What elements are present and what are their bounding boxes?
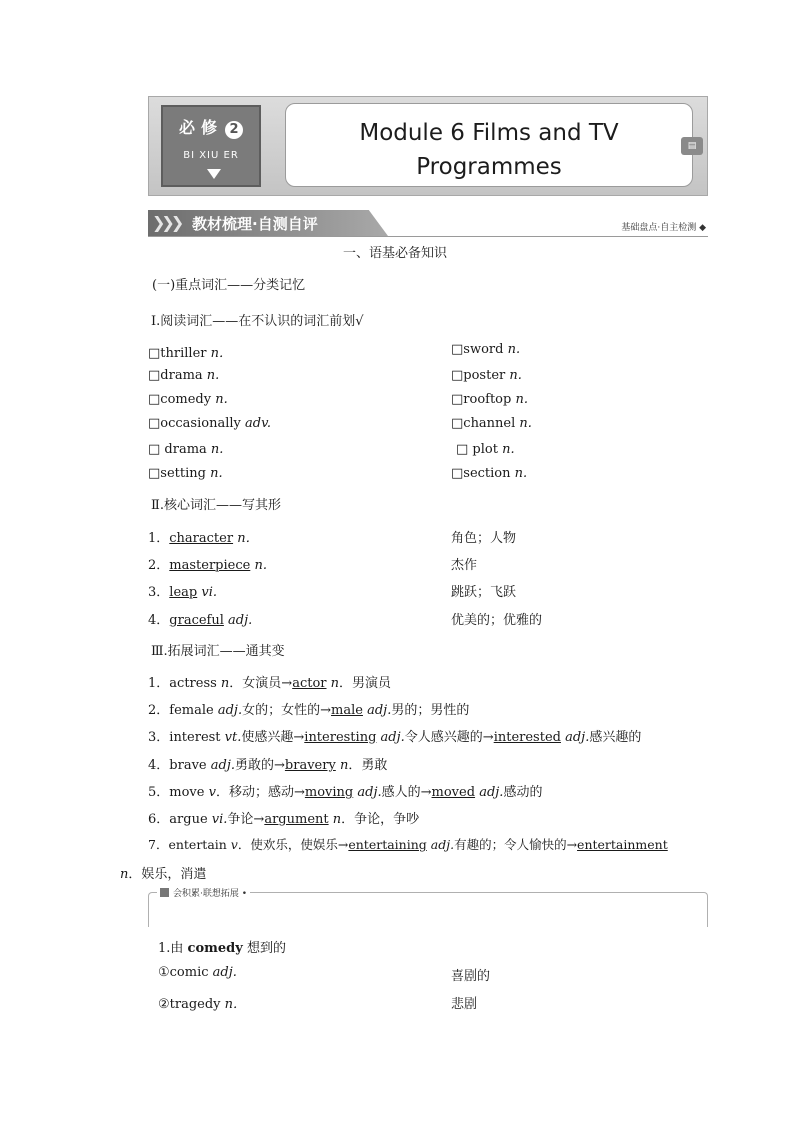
- tip-box: [148, 889, 708, 927]
- assoc-meaning: 喜剧的: [451, 969, 491, 984]
- book-icon: ▤: [681, 137, 703, 155]
- expand-item: 6．argue vi.争论→argument n．争论，争吵: [148, 812, 420, 827]
- vocab-item: □poster n.: [451, 368, 522, 383]
- assoc-title: 1.由 comedy 想到的: [158, 941, 286, 956]
- page-title: [286, 116, 692, 184]
- assoc-meaning: 悲剧: [451, 997, 478, 1012]
- vocab-item: □section n.: [451, 466, 528, 481]
- tip-box-label: 会积累·联想拓展 •: [157, 886, 250, 899]
- badge-label: 必修: [178, 118, 223, 137]
- double-chevron-icon: ❯❯❯: [152, 213, 181, 232]
- vocab-item: □thriller n．: [148, 346, 232, 361]
- vocab-item: □sword n.: [451, 342, 521, 357]
- vocab-item: □comedy n.: [148, 392, 228, 407]
- core-meaning: 优美的；优雅的: [451, 613, 543, 628]
- vocab-item: □drama n.: [148, 368, 220, 383]
- module-header: [148, 96, 708, 196]
- badge-pinyin: BI XIU ER: [183, 150, 239, 161]
- title-line-1: Module 6 Films and TV: [359, 120, 619, 146]
- section-band: [148, 210, 708, 237]
- expand-item: 4．brave adj.勇敢的→bravery n．勇敢: [148, 758, 388, 773]
- sub-title: (一)重点词汇——分类记忆: [152, 278, 306, 293]
- band-left-text: 教材梳理·自测自评: [192, 215, 318, 233]
- part2-title: Ⅱ.核心词汇——写其形: [151, 498, 281, 513]
- section-title: 一、语基必备知识: [343, 246, 448, 261]
- band-right-text: 基础盘点·自主检测 ◆: [621, 223, 706, 233]
- core-item: 3．leap vi.: [148, 585, 217, 600]
- core-item: 1．character n．: [148, 531, 259, 546]
- part3-title: Ⅲ.拓展词汇——通其变: [151, 644, 285, 659]
- assoc-item: ①comic adj.: [158, 965, 237, 980]
- expand-item: 2．female adj.女的；女性的→male adj.男的；男性的: [148, 703, 470, 718]
- core-meaning: 角色；人物: [451, 531, 517, 546]
- title-box: [285, 103, 693, 187]
- vocab-item: □occasionally adv.: [148, 416, 272, 431]
- core-item: 4．graceful adj.: [148, 613, 253, 628]
- core-meaning: 杰作: [451, 558, 478, 573]
- expand-item: 3．interest vt.使感兴趣→interesting adj.令人感兴趣的→interested adj.感兴趣的: [148, 730, 642, 745]
- part1-title: Ⅰ.阅读词汇——在不认识的词汇前划√: [151, 314, 364, 329]
- expand-item: 1．actress n．女演员→actor n．男演员: [148, 676, 392, 691]
- note-icon: [160, 888, 169, 897]
- vocab-item: □channel n.: [451, 416, 532, 431]
- textbook-badge: [161, 105, 261, 187]
- triangle-down-icon: [207, 169, 221, 179]
- expand-item: 5．move v．移动；感动→moving adj.感人的→moved adj.感动的: [148, 785, 543, 800]
- title-line-2: Programmes: [416, 154, 562, 180]
- assoc-item: ②tragedy n．: [158, 997, 247, 1012]
- vocab-item: □ plot n.: [456, 442, 515, 457]
- expand-item-wrap: n．娱乐，消遣: [120, 867, 207, 882]
- core-item: 2．masterpiece n.: [148, 558, 267, 573]
- badge-number: 2: [225, 121, 243, 139]
- core-meaning: 跳跃；飞跃: [451, 585, 517, 600]
- vocab-item: □ drama n.: [148, 442, 224, 457]
- expand-item: 7．entertain v．使欢乐，使娱乐→entertaining adj.有趣的；令人愉快的→entertainment: [148, 837, 668, 852]
- vocab-item: □setting n.: [148, 466, 223, 481]
- vocab-item: □rooftop n.: [451, 392, 528, 407]
